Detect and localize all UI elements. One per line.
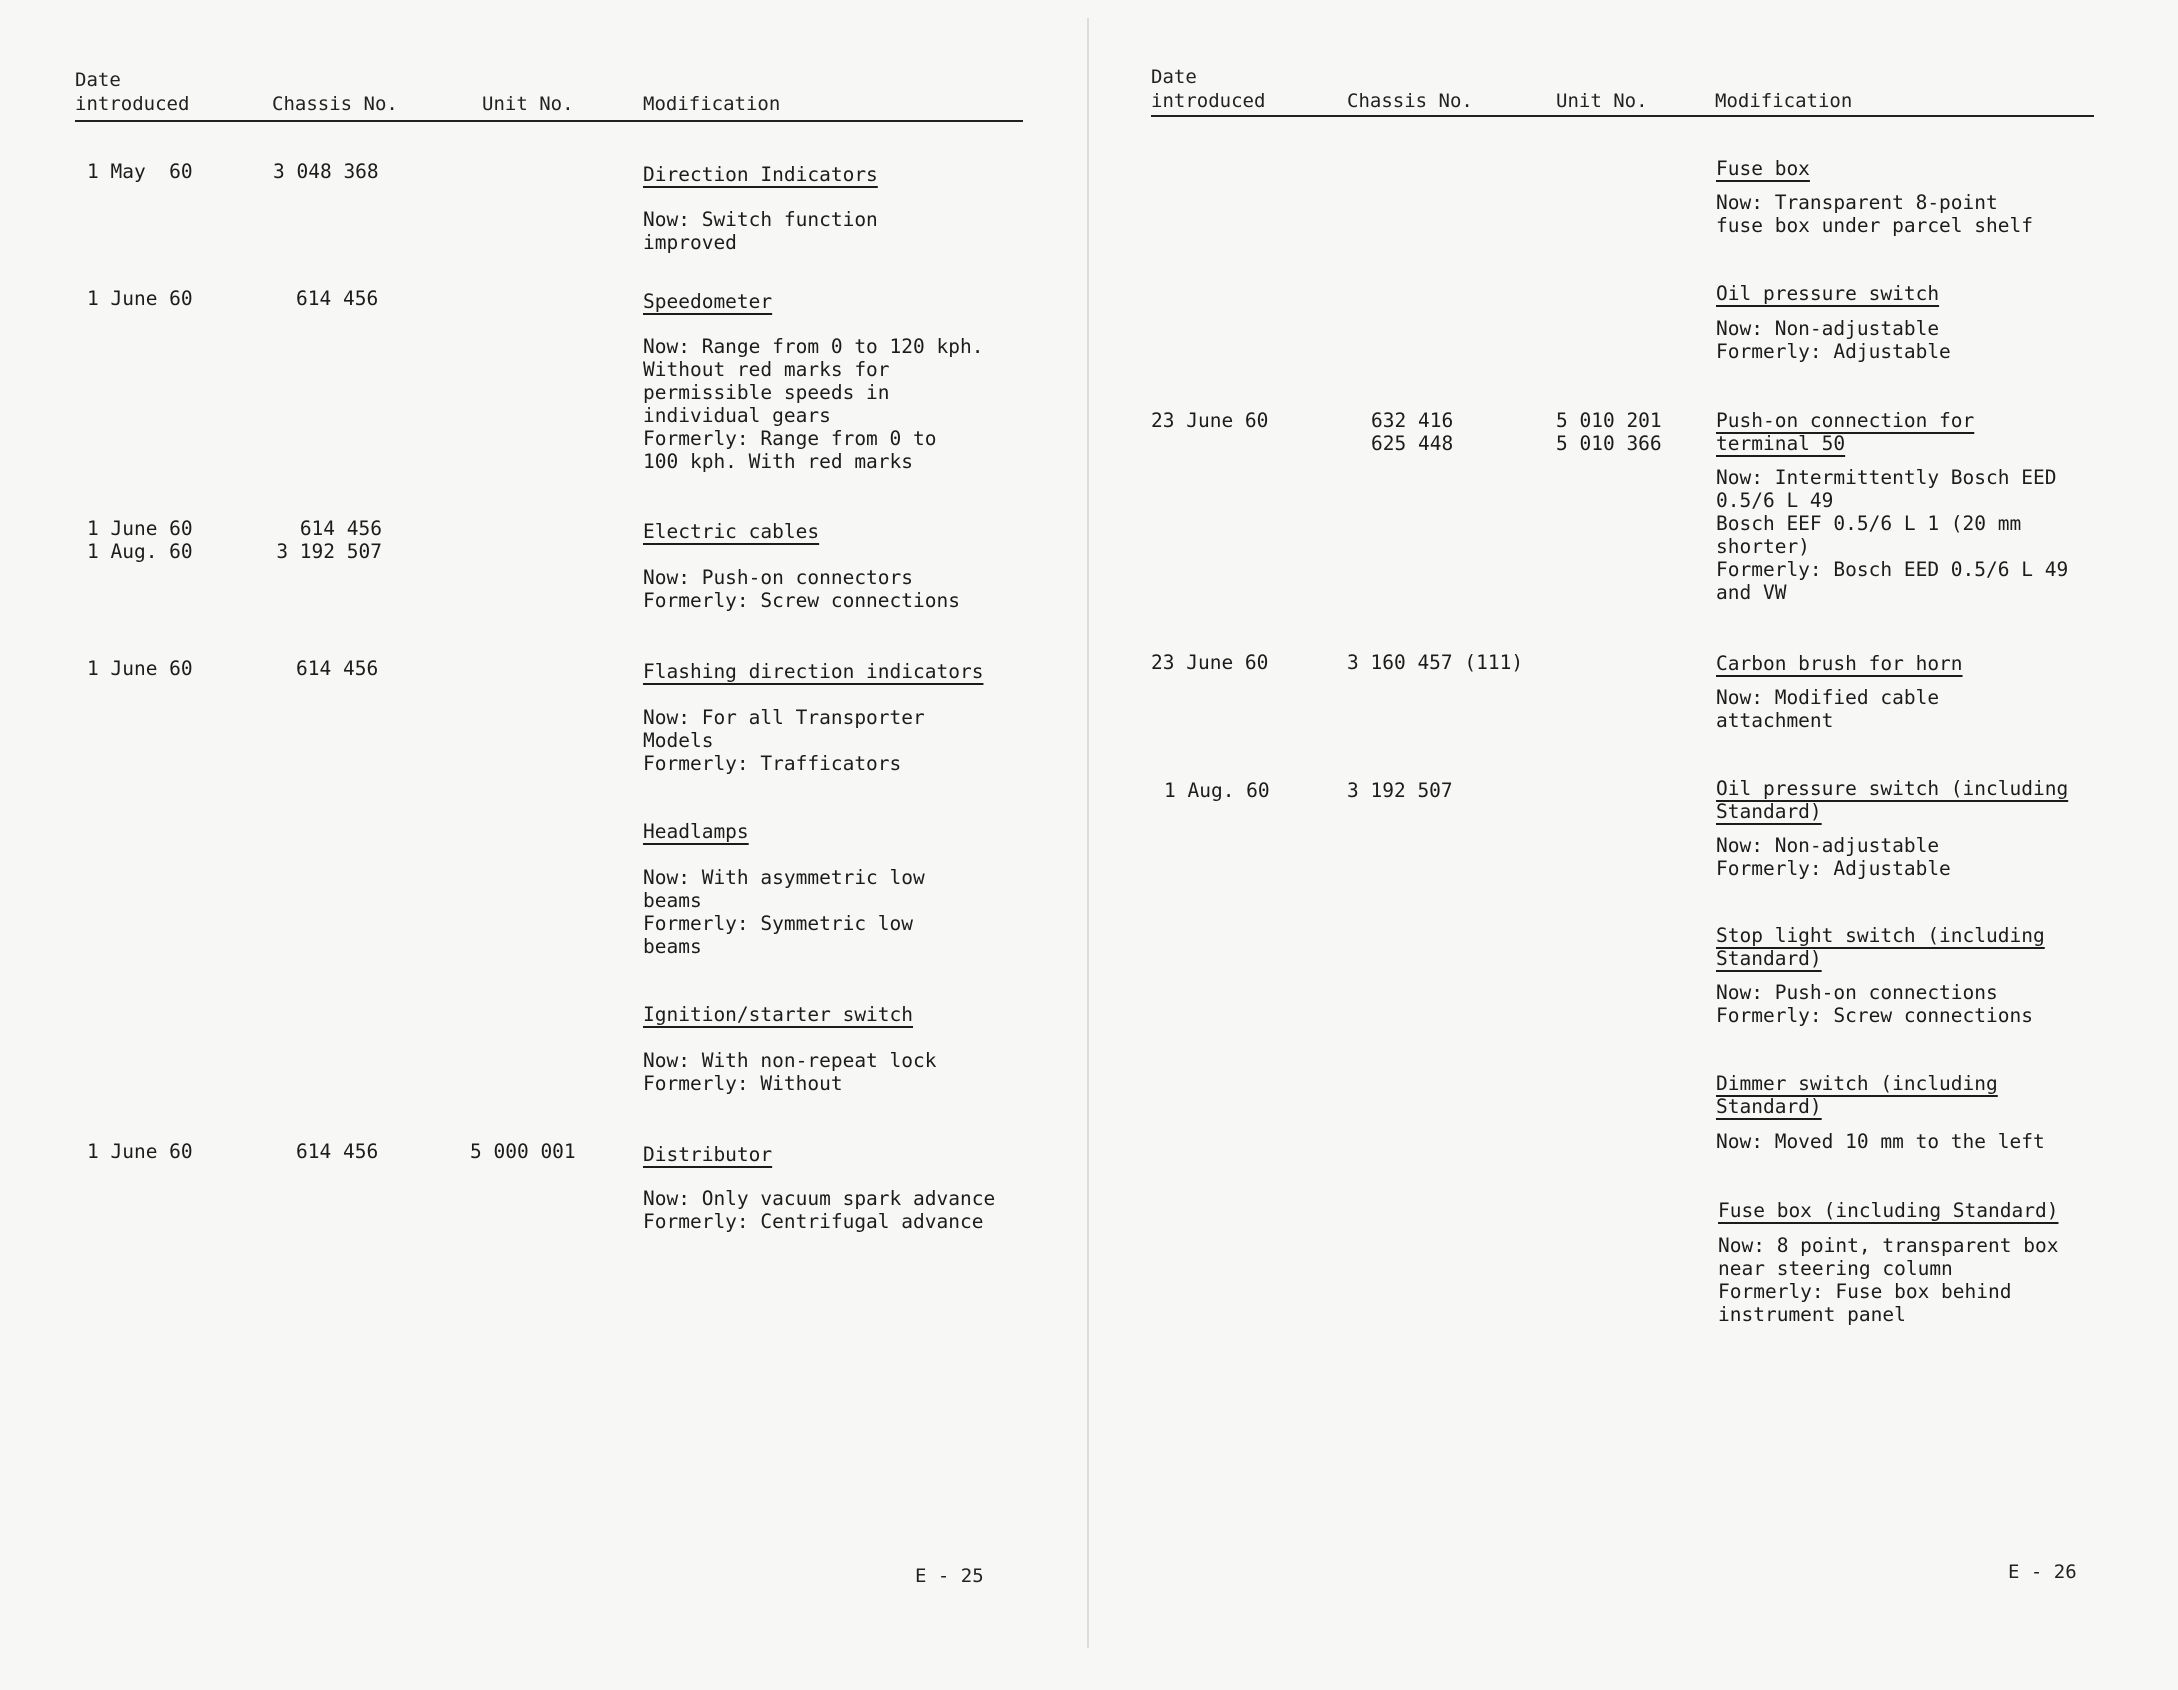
entry-title: Fuse box (including Standard) xyxy=(1718,1199,2059,1222)
entry-date: 23 June 60 xyxy=(1151,651,1269,674)
entry-title: Stop light switch (including Standard) xyxy=(1716,924,2045,970)
left-page xyxy=(0,0,1088,1690)
header-unit: Unit No. xyxy=(1556,90,1648,112)
entry-body: Now: Push-on connections Formerly: Screw connections xyxy=(1716,981,2033,1027)
entry-chassis: 614 456 xyxy=(296,657,379,680)
entry-title: Push-on connection for terminal 50 xyxy=(1716,409,1975,455)
entry-chassis: 632 416 625 448 xyxy=(1371,409,1454,455)
entry-title: Fuse box xyxy=(1716,157,1810,180)
entry-chassis: 3 192 507 xyxy=(1347,779,1453,802)
entry-date: 1 June 60 xyxy=(87,1140,193,1163)
entry-chassis: 614 456 3 192 507 xyxy=(276,517,382,563)
entry-date: 1 May 60 xyxy=(87,160,193,183)
entry-title: Distributor xyxy=(643,1143,773,1166)
entry-body: Now: Non-adjustable Formerly: Adjustable xyxy=(1716,834,1951,880)
entry-body: Now: Range from 0 to 120 kph. Without red marks for permissible speeds in individual gears Formerly: Range from 0 to 100 kph. With red marks xyxy=(643,335,984,473)
header-rule xyxy=(1151,115,2094,117)
header-rule xyxy=(75,120,1023,122)
page-number: E - 25 xyxy=(915,1565,984,1587)
entry-body: Now: Transparent 8-point fuse box under parcel shelf xyxy=(1716,191,2033,237)
entry-title: Ignition/starter switch xyxy=(643,1003,914,1026)
entry-title: Electric cables xyxy=(643,520,820,543)
entry-title: Headlamps xyxy=(643,820,749,843)
entry-date: 1 June 60 1 Aug. 60 xyxy=(87,517,193,563)
header-chassis: Chassis No. xyxy=(272,93,398,115)
entry-title: Flashing direction indicators xyxy=(643,660,984,683)
entry-body: Now: Modified cable attachment xyxy=(1716,686,1940,732)
entry-date: 1 June 60 xyxy=(87,287,193,310)
entry-body: Now: With non-repeat lock Formerly: Without xyxy=(643,1049,937,1095)
entry-date: 1 Aug. 60 xyxy=(1164,779,1270,802)
entry-title: Oil pressure switch xyxy=(1716,282,1940,305)
page-number: E - 26 xyxy=(2008,1561,2077,1583)
entry-unit: 5 000 001 xyxy=(470,1140,576,1163)
entry-chassis: 614 456 xyxy=(296,287,379,310)
entry-title: Dimmer switch (including Standard) xyxy=(1716,1072,1998,1118)
entry-body: Now: Non-adjustable Formerly: Adjustable xyxy=(1716,317,1951,363)
entry-title: Oil pressure switch (including Standard) xyxy=(1716,777,2069,823)
entry-date: 1 June 60 xyxy=(87,657,193,680)
header-unit: Unit No. xyxy=(482,93,574,115)
entry-body: Now: Moved 10 mm to the left xyxy=(1716,1130,2045,1153)
entry-chassis: 3 048 368 xyxy=(273,160,379,183)
entry-unit: 5 010 201 5 010 366 xyxy=(1556,409,1662,455)
header-date: Date introduced xyxy=(1151,66,1266,112)
entry-body: Now: Switch function improved xyxy=(643,208,878,254)
entry-title: Speedometer xyxy=(643,290,773,313)
entry-chassis: 614 456 xyxy=(296,1140,379,1163)
entry-body: Now: For all Transporter Models Formerly: Trafficators xyxy=(643,706,925,775)
entry-body: Now: Push-on connectors Formerly: Screw connections xyxy=(643,566,960,612)
entry-body: Now: 8 point, transparent box near steering column Formerly: Fuse box behind instrument panel xyxy=(1718,1234,2059,1326)
entry-title: Direction Indicators xyxy=(643,163,878,186)
header-chassis: Chassis No. xyxy=(1347,90,1473,112)
entry-date: 23 June 60 xyxy=(1151,409,1269,432)
entry-body: Now: With asymmetric low beams Formerly: Symmetric low beams xyxy=(643,866,925,958)
entry-body: Now: Only vacuum spark advance Formerly: Centrifugal advance xyxy=(643,1187,996,1233)
entry-title: Carbon brush for horn xyxy=(1716,652,1963,675)
header-modification: Modification xyxy=(643,93,781,115)
entry-chassis: 3 160 457 (111) xyxy=(1347,651,1524,674)
header-modification: Modification xyxy=(1715,90,1853,112)
entry-body: Now: Intermittently Bosch EED 0.5/6 L 49 Bosch EEF 0.5/6 L 1 (20 mm shorter) Formerly: Bosch EED 0.5/6 L 49 and VW xyxy=(1716,466,2069,604)
header-date: Date introduced xyxy=(75,69,190,115)
right-page xyxy=(1089,0,2178,1690)
